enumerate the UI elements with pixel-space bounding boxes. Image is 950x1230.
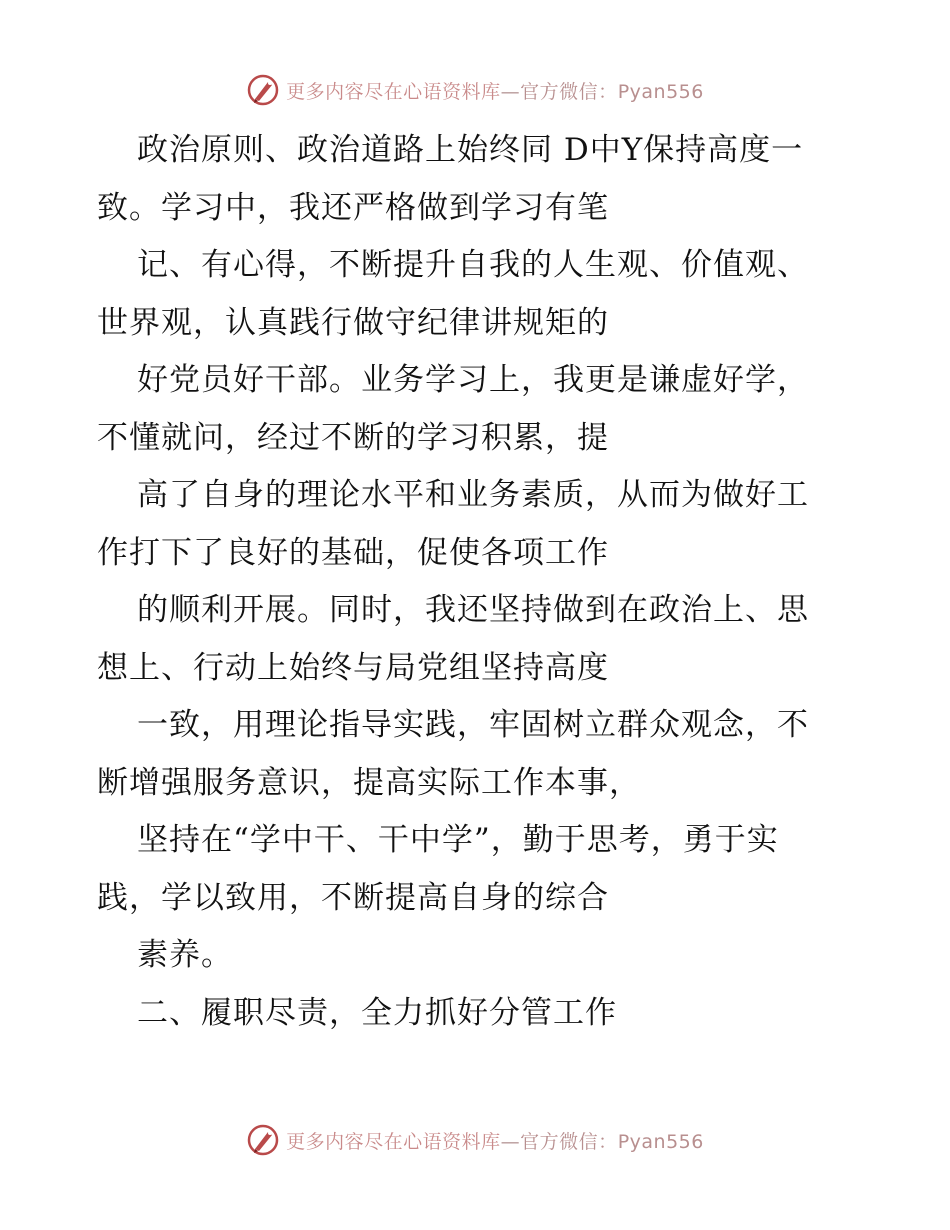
- watermark-wechat: 官方微信：: [520, 80, 618, 103]
- header-watermark: [0, 70, 950, 110]
- text-line: 好党员好干部。业务学习上，我更是谦虚好学，: [137, 362, 809, 398]
- pen-logo-icon: [246, 1123, 280, 1157]
- pen-logo-icon: [246, 73, 280, 107]
- document-body: [97, 122, 857, 1042]
- watermark-separator: —: [500, 80, 521, 103]
- watermark-account: Pyan556: [617, 80, 704, 103]
- text-line: 践，学以致用，不断提高自身的综合: [97, 879, 609, 916]
- watermark-group: [246, 73, 704, 107]
- text-line: 的顺利开展。同时，我还坚持做到在政治上、思: [137, 592, 809, 628]
- text-line: 素养。: [137, 937, 233, 973]
- watermark-separator: —: [500, 1130, 521, 1153]
- text-line: 高了自身的理论水平和业务素质，从而为做好工: [137, 477, 809, 513]
- text-line: 世界观，认真践行做守纪律讲规矩的: [97, 304, 609, 341]
- text-line: 记、有心得，不断提升自我的人生观、价值观、: [137, 247, 809, 283]
- text-line: 不懂就问，经过不断的学习积累，提: [97, 419, 609, 456]
- text-line: 二、履职尽责，全力抓好分管工作: [137, 994, 617, 1031]
- text-line: 断增强服务意识，提高实际工作本事，: [97, 764, 641, 801]
- watermark-text: [286, 1127, 704, 1154]
- watermark-text: [286, 77, 704, 104]
- watermark-group: [246, 1123, 704, 1157]
- text-line: 作打下了良好的基础，促使各项工作: [97, 534, 609, 571]
- text-line: 坚持在“学中干、干中学”，勤于思考，勇于实: [137, 822, 779, 858]
- watermark-wechat: 官方微信：: [520, 1130, 618, 1153]
- text-line: 政治原则、政治道路上始终同 D中Y保持高度一: [137, 132, 804, 168]
- watermark-account: Pyan556: [617, 1130, 704, 1153]
- text-line: 想上、行动上始终与局党组坚持高度: [97, 649, 609, 686]
- watermark-main: 更多内容尽在心语资料库: [286, 1130, 501, 1153]
- footer-watermark: [0, 1120, 950, 1160]
- text-line: 一致，用理论指导实践，牢固树立群众观念，不: [137, 707, 809, 743]
- text-line: 致。学习中，我还严格做到学习有笔: [97, 189, 609, 226]
- watermark-main: 更多内容尽在心语资料库: [286, 80, 501, 103]
